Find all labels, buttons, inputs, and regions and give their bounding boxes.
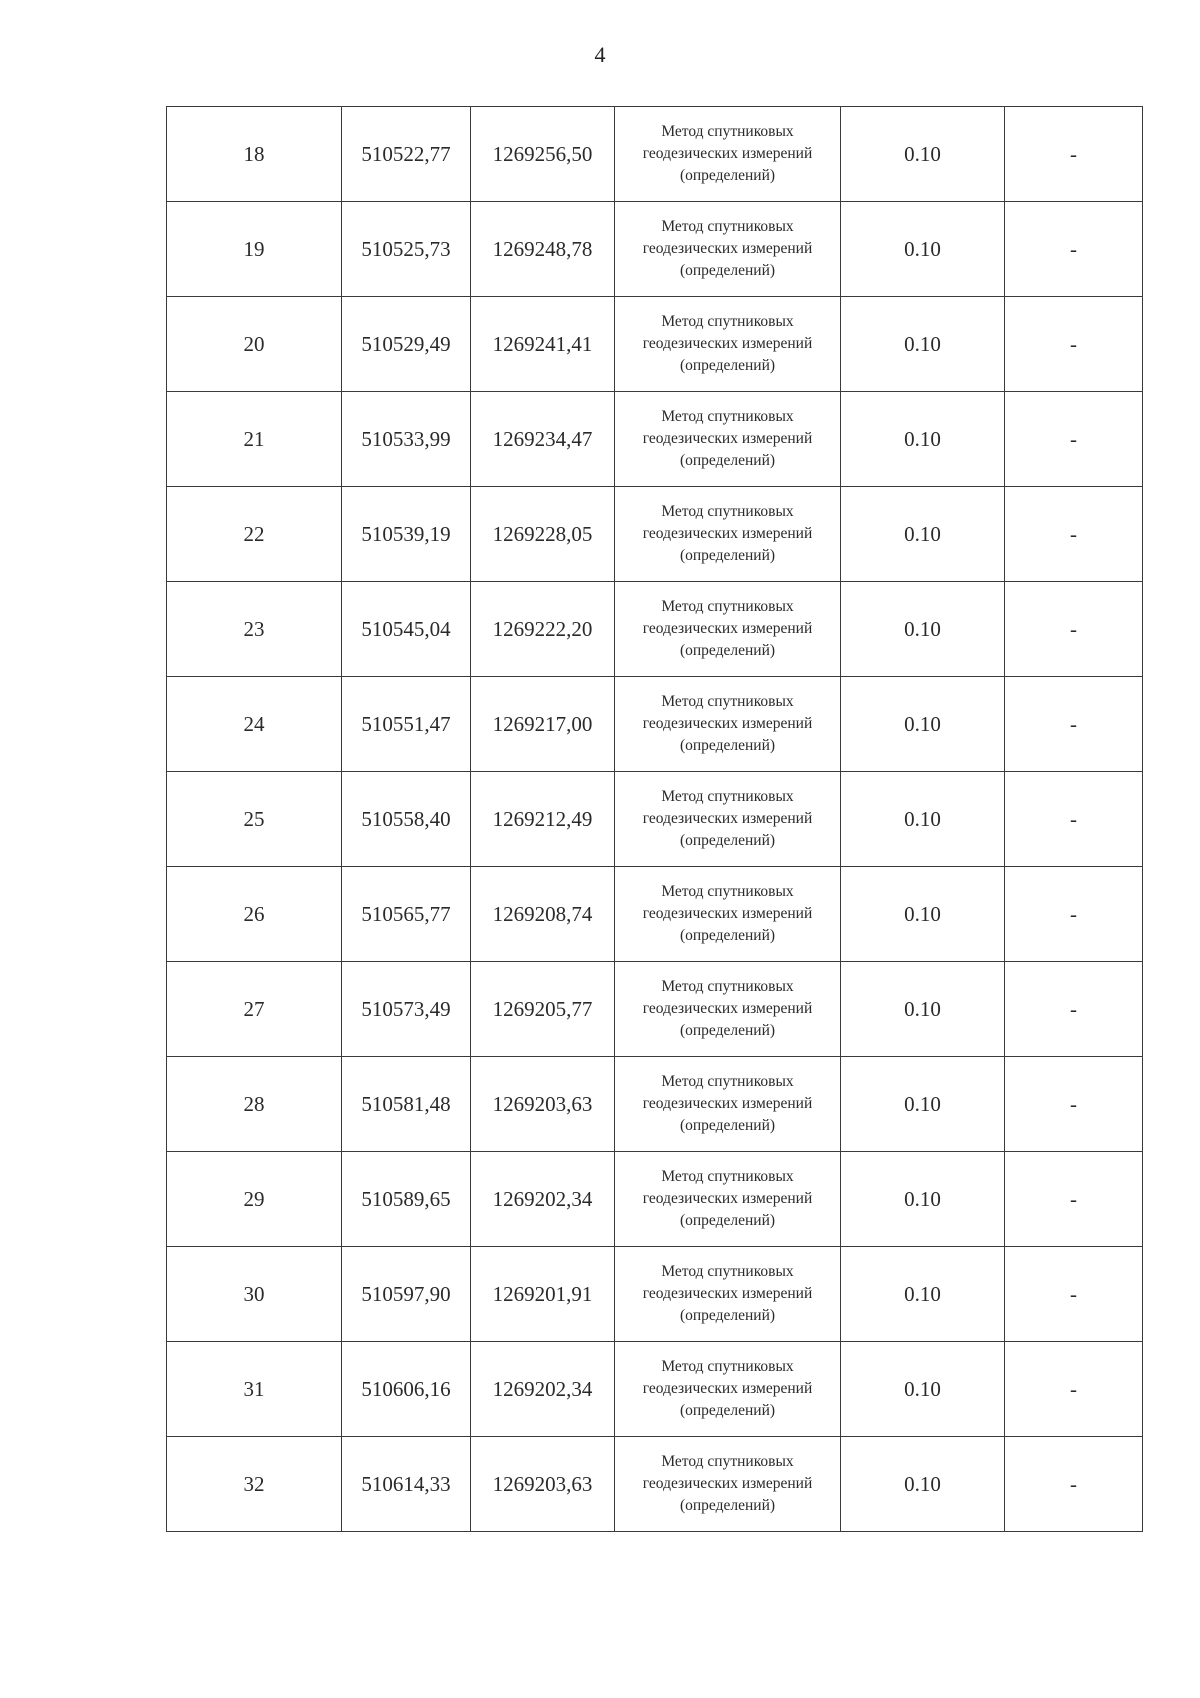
x-coordinate-cell: 510525,73 xyxy=(342,202,471,297)
method-cell xyxy=(615,107,841,202)
method-line: геодезических измерений xyxy=(642,145,813,162)
y-coordinate-cell: 1269248,78 xyxy=(471,202,615,297)
accuracy-cell: 0.10 xyxy=(841,1437,1005,1532)
x-coordinate-cell: 510597,90 xyxy=(342,1247,471,1342)
note-cell: - xyxy=(1005,1057,1143,1152)
table-row xyxy=(167,582,1143,677)
note-cell: - xyxy=(1005,392,1143,487)
method-line: (определений) xyxy=(679,642,776,659)
point-number-cell: 32 xyxy=(167,1437,342,1532)
x-coordinate-cell: 510539,19 xyxy=(342,487,471,582)
table-row xyxy=(167,867,1143,962)
method-line: (определений) xyxy=(679,1402,776,1419)
accuracy-cell: 0.10 xyxy=(841,107,1005,202)
method-line: геодезических измерений xyxy=(642,620,813,637)
note-cell: - xyxy=(1005,297,1143,392)
accuracy-cell: 0.10 xyxy=(841,297,1005,392)
method-line: Метод спутниковых xyxy=(661,1168,794,1185)
y-coordinate-cell: 1269202,34 xyxy=(471,1152,615,1247)
method-line: (определений) xyxy=(679,1022,776,1039)
y-coordinate-cell: 1269217,00 xyxy=(471,677,615,772)
method-cell xyxy=(615,1057,841,1152)
accuracy-cell: 0.10 xyxy=(841,772,1005,867)
method-cell xyxy=(615,202,841,297)
y-coordinate-cell: 1269208,74 xyxy=(471,867,615,962)
accuracy-cell: 0.10 xyxy=(841,202,1005,297)
method-line: геодезических измерений xyxy=(642,715,813,732)
method-cell xyxy=(615,297,841,392)
y-coordinate-cell: 1269201,91 xyxy=(471,1247,615,1342)
y-coordinate-cell: 1269203,63 xyxy=(471,1437,615,1532)
accuracy-cell: 0.10 xyxy=(841,1247,1005,1342)
table-row xyxy=(167,962,1143,1057)
table-row xyxy=(167,1437,1143,1532)
note-cell: - xyxy=(1005,1342,1143,1437)
y-coordinate-cell: 1269256,50 xyxy=(471,107,615,202)
x-coordinate-cell: 510529,49 xyxy=(342,297,471,392)
accuracy-cell: 0.10 xyxy=(841,582,1005,677)
method-cell xyxy=(615,962,841,1057)
note-cell: - xyxy=(1005,107,1143,202)
note-cell: - xyxy=(1005,867,1143,962)
point-number-cell: 21 xyxy=(167,392,342,487)
method-line: (определений) xyxy=(679,357,776,374)
note-cell: - xyxy=(1005,677,1143,772)
x-coordinate-cell: 510581,48 xyxy=(342,1057,471,1152)
method-line: Метод спутниковых xyxy=(661,1453,794,1470)
table-row xyxy=(167,1057,1143,1152)
method-line: (определений) xyxy=(679,452,776,469)
method-line: геодезических измерений xyxy=(642,1285,813,1302)
table-row xyxy=(167,1152,1143,1247)
method-line: (определений) xyxy=(679,547,776,564)
table-row xyxy=(167,297,1143,392)
method-line: геодезических измерений xyxy=(642,1380,813,1397)
page-number: 4 xyxy=(594,42,606,67)
method-line: (определений) xyxy=(679,1307,776,1324)
method-line: Метод спутниковых xyxy=(661,313,794,330)
y-coordinate-cell: 1269205,77 xyxy=(471,962,615,1057)
point-number-cell: 25 xyxy=(167,772,342,867)
method-line: (определений) xyxy=(679,737,776,754)
point-number-cell: 29 xyxy=(167,1152,342,1247)
method-line: Метод спутниковых xyxy=(661,408,794,425)
accuracy-cell: 0.10 xyxy=(841,1152,1005,1247)
method-cell xyxy=(615,1437,841,1532)
method-cell xyxy=(615,1152,841,1247)
note-cell: - xyxy=(1005,582,1143,677)
method-line: геодезических измерений xyxy=(642,1000,813,1017)
method-line: геодезических измерений xyxy=(642,525,813,542)
table-row xyxy=(167,107,1143,202)
x-coordinate-cell: 510565,77 xyxy=(342,867,471,962)
note-cell: - xyxy=(1005,1437,1143,1532)
method-line: Метод спутниковых xyxy=(661,1358,794,1375)
table-row xyxy=(167,392,1143,487)
x-coordinate-cell: 510522,77 xyxy=(342,107,471,202)
method-line: Метод спутниковых xyxy=(661,978,794,995)
method-cell xyxy=(615,487,841,582)
table-row xyxy=(167,677,1143,772)
method-line: (определений) xyxy=(679,1117,776,1134)
table-row xyxy=(167,1247,1143,1342)
point-number-cell: 20 xyxy=(167,297,342,392)
y-coordinate-cell: 1269212,49 xyxy=(471,772,615,867)
method-line: Метод спутниковых xyxy=(661,598,794,615)
method-cell xyxy=(615,1247,841,1342)
note-cell: - xyxy=(1005,1152,1143,1247)
x-coordinate-cell: 510589,65 xyxy=(342,1152,471,1247)
table-row xyxy=(167,202,1143,297)
point-number-cell: 28 xyxy=(167,1057,342,1152)
x-coordinate-cell: 510551,47 xyxy=(342,677,471,772)
method-line: геодезических измерений xyxy=(642,335,813,352)
table-row xyxy=(167,487,1143,582)
method-line: Метод спутниковых xyxy=(661,1263,794,1280)
method-line: Метод спутниковых xyxy=(661,123,794,140)
x-coordinate-cell: 510533,99 xyxy=(342,392,471,487)
y-coordinate-cell: 1269202,34 xyxy=(471,1342,615,1437)
point-number-cell: 19 xyxy=(167,202,342,297)
method-line: геодезических измерений xyxy=(642,240,813,257)
method-line: (определений) xyxy=(679,1212,776,1229)
y-coordinate-cell: 1269241,41 xyxy=(471,297,615,392)
method-line: Метод спутниковых xyxy=(661,218,794,235)
y-coordinate-cell: 1269203,63 xyxy=(471,1057,615,1152)
method-cell xyxy=(615,677,841,772)
point-number-cell: 24 xyxy=(167,677,342,772)
point-number-cell: 27 xyxy=(167,962,342,1057)
x-coordinate-cell: 510573,49 xyxy=(342,962,471,1057)
accuracy-cell: 0.10 xyxy=(841,392,1005,487)
accuracy-cell: 0.10 xyxy=(841,962,1005,1057)
point-number-cell: 22 xyxy=(167,487,342,582)
method-line: Метод спутниковых xyxy=(661,1073,794,1090)
note-cell: - xyxy=(1005,772,1143,867)
accuracy-cell: 0.10 xyxy=(841,487,1005,582)
method-line: (определений) xyxy=(679,167,776,184)
note-cell: - xyxy=(1005,487,1143,582)
coordinates-table xyxy=(166,106,1143,1532)
table-row xyxy=(167,772,1143,867)
note-cell: - xyxy=(1005,202,1143,297)
method-line: Метод спутниковых xyxy=(661,883,794,900)
x-coordinate-cell: 510614,33 xyxy=(342,1437,471,1532)
accuracy-cell: 0.10 xyxy=(841,1342,1005,1437)
y-coordinate-cell: 1269228,05 xyxy=(471,487,615,582)
point-number-cell: 18 xyxy=(167,107,342,202)
accuracy-cell: 0.10 xyxy=(841,867,1005,962)
method-line: Метод спутниковых xyxy=(661,693,794,710)
method-line: (определений) xyxy=(679,927,776,944)
point-number-cell: 30 xyxy=(167,1247,342,1342)
y-coordinate-cell: 1269222,20 xyxy=(471,582,615,677)
accuracy-cell: 0.10 xyxy=(841,677,1005,772)
y-coordinate-cell: 1269234,47 xyxy=(471,392,615,487)
method-line: (определений) xyxy=(679,262,776,279)
note-cell: - xyxy=(1005,1247,1143,1342)
method-line: Метод спутниковых xyxy=(661,503,794,520)
method-line: геодезических измерений xyxy=(642,430,813,447)
x-coordinate-cell: 510606,16 xyxy=(342,1342,471,1437)
method-line: геодезических измерений xyxy=(642,1190,813,1207)
x-coordinate-cell: 510545,04 xyxy=(342,582,471,677)
point-number-cell: 26 xyxy=(167,867,342,962)
coordinates-table-body xyxy=(167,107,1143,1532)
method-cell xyxy=(615,392,841,487)
table-row xyxy=(167,1342,1143,1437)
method-cell xyxy=(615,867,841,962)
method-cell xyxy=(615,772,841,867)
method-line: Метод спутниковых xyxy=(661,788,794,805)
method-line: геодезических измерений xyxy=(642,905,813,922)
method-line: (определений) xyxy=(679,1497,776,1514)
method-cell xyxy=(615,582,841,677)
point-number-cell: 23 xyxy=(167,582,342,677)
point-number-cell: 31 xyxy=(167,1342,342,1437)
method-line: геодезических измерений xyxy=(642,1095,813,1112)
note-cell: - xyxy=(1005,962,1143,1057)
method-line: геодезических измерений xyxy=(642,1475,813,1492)
method-line: геодезических измерений xyxy=(642,810,813,827)
method-cell xyxy=(615,1342,841,1437)
method-line: (определений) xyxy=(679,832,776,849)
accuracy-cell: 0.10 xyxy=(841,1057,1005,1152)
x-coordinate-cell: 510558,40 xyxy=(342,772,471,867)
